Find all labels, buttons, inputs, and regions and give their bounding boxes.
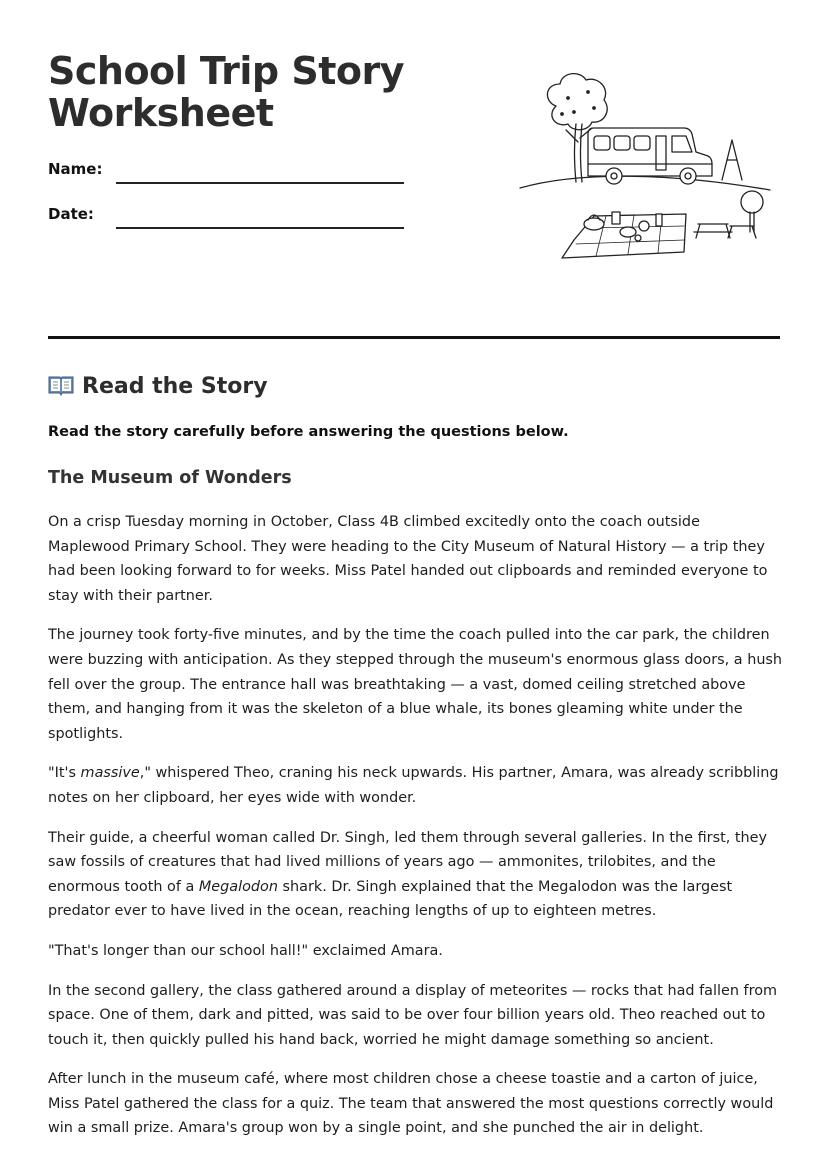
name-field [48, 160, 408, 184]
section-divider [48, 336, 780, 339]
open-book-icon [48, 374, 74, 396]
story-paragraph [48, 826, 783, 924]
story-title: The Museum of Wonders [48, 468, 292, 488]
story-paragraph: On a crisp Tuesday morning in October, Class 4B climbed excitedly onto the coach outside Maplewood Primary School. They were heading to the City Museum of Natural History — a trip they had been looking forward to for weeks. Miss Patel handed out clipboards and reminded everyone to stay with their partner. [48, 514, 768, 604]
school-trip-illustration [516, 72, 778, 272]
name-label: Name: [48, 160, 103, 178]
story-body [48, 510, 783, 1156]
instructions: Read the story carefully before answering the questions below. [48, 424, 569, 440]
name-input-line[interactable] [116, 182, 404, 184]
date-label: Date: [48, 205, 94, 223]
date-input-line[interactable] [116, 227, 404, 229]
story-paragraph: "That's longer than our school hall!" exclaimed Amara. [48, 942, 443, 959]
emphasis: massive [80, 765, 140, 782]
text-run: "It's [48, 765, 81, 782]
text-run: ," whispered Theo, craning his neck upwards. His partner, Amara, was already scribbling notes on her clipboard, her eyes wide with wonder. [48, 765, 779, 806]
story-paragraph: In the second gallery, the class gathered around a display of meteorites — rocks that had fallen from space. One of them, dark and pitted, was said to be over four billion years old. Theo reached out to touch it, then quickly pulled his hand back, worried he might damage something so ancient. [48, 982, 778, 1048]
story-paragraph: After lunch in the museum café, where most children chose a cheese toastie and a carton of juice, Miss Patel gathered the class for a quiz. The team that answered the most questions correctly would win a small prize. Amara's group won by a single point, and she punched the air in delight. [48, 1071, 774, 1137]
section-heading [48, 374, 268, 399]
story-paragraph [48, 761, 783, 810]
page-title: School Trip Story Worksheet [48, 49, 405, 135]
section-heading-text: Read the Story [82, 374, 268, 399]
emphasis: Megalodon [198, 878, 278, 895]
story-paragraph: The journey took forty-five minutes, and by the time the coach pulled into the car park, the children were buzzing with anticipation. As they stepped through the museum's enormous glass doors, a hush fell over the group. The entrance hall was breathtaking — a vast, domed ceiling stretched above them, and hanging from it was the skeleton of a blue whale, its bones gleaming white under the spotlights. [48, 627, 783, 742]
text-run: Their guide, a cheerful woman called Dr. Singh, led them through several galleries. In the first, they saw fossils of creatures that had lived millions of years ago — ammonites, trilobites, and the enormous tooth of a [48, 829, 767, 895]
text-run: shark. Dr. Singh explained that the Megalodon was the largest predator ever to have lived in the ocean, reaching lengths of up to eighteen metres. [48, 878, 733, 920]
date-field [48, 205, 408, 229]
